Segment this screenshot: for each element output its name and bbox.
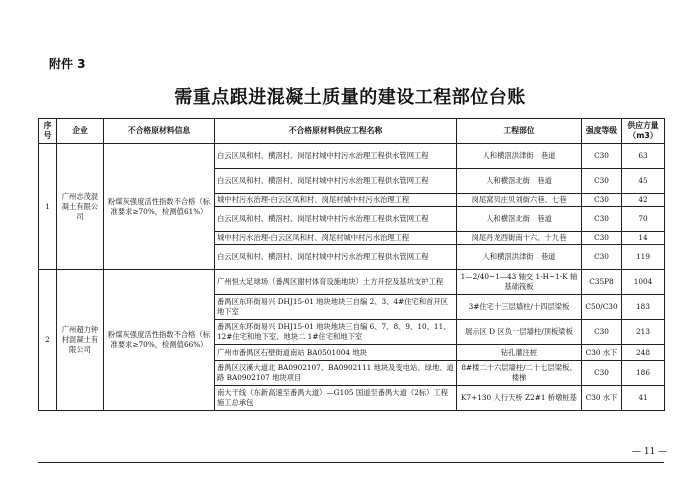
header-company: 企业 [57, 119, 104, 144]
header-volume: 供应方量（m3） [622, 119, 665, 144]
row-part: 人和横滘北街 巷道 [457, 207, 582, 232]
row-grade: C30 水下 [582, 345, 622, 361]
group-seq: 1 [39, 144, 57, 270]
group-company: 广州志茂混凝土有限公司 [57, 144, 104, 270]
row-part: 3#住宅十三层墙柱/十四层梁板 [457, 295, 582, 320]
row-grade: C30 [582, 320, 622, 345]
row-volume: 63 [622, 144, 665, 169]
row-project: 白云区凤和村、横滘村、岗尾村城中村污水治理工程供水管网工程 [215, 207, 457, 232]
row-volume: 183 [622, 295, 665, 320]
row-volume: 45 [622, 169, 665, 194]
row-volume: 1004 [622, 270, 665, 295]
row-volume: 186 [622, 361, 665, 386]
row-project: 城中村污水治理-白云区凤和村、岗尾村城中村污水治理工程 [215, 232, 457, 245]
row-part: 展示区 D 区负一层墙柱/顶板梁板 [457, 320, 582, 345]
row-grade: C30 [582, 207, 622, 232]
row-part: 8#楼二十六层墙柱/二十七层梁板、楼梯 [457, 361, 582, 386]
row-project: 番禺区东环街易兴 DHJ15-01 地块地块三自编 2、3、4#住宅和首开区地下室 [215, 295, 457, 320]
row-grade: C30 水下 [582, 386, 622, 411]
row-grade: C50/C30 [582, 295, 622, 320]
row-project: 广州恒大足球场（番禺区谢村体育设施地块）土方开挖及基坑支护工程 [215, 270, 457, 295]
header-grade: 强度等级 [582, 119, 622, 144]
row-grade: C30 [582, 194, 622, 207]
row-grade: C30 [582, 361, 622, 386]
row-project: 番禺区汉溪大道北 BA0902107、BA0902111 地块及变电站、绿地、道路 BA0902107 地块项目 [215, 361, 457, 386]
row-part: 人和横滘洪津街 巷道 [457, 245, 582, 270]
header-part: 工程部位 [457, 119, 582, 144]
header-seq: 序号 [39, 119, 57, 144]
row-volume: 213 [622, 320, 665, 345]
header-project-name: 不合格原材料供应工程名称 [215, 119, 457, 144]
header-material-info: 不合格原材料信息 [104, 119, 215, 144]
group-material-info: 粉煤灰强度活性指数不合格（标准要求≥70%，检测值61%） [104, 144, 215, 270]
row-part: 人和横滘北街 巷道 [457, 169, 582, 194]
row-part: 岗尾丹龙西街南十六、十九巷 [457, 232, 582, 245]
ledger-table [38, 118, 665, 411]
row-volume: 248 [622, 345, 665, 361]
row-grade: C35P8 [582, 270, 622, 295]
attachment-label: 附件 3 [49, 57, 86, 71]
footer-rule [38, 462, 664, 463]
row-part: 钻孔灌注桩 [457, 345, 582, 361]
row-volume: 119 [622, 245, 665, 270]
row-project: 白云区凤和村、横滘村、岗尾村城中村污水治理工程供水管网工程 [215, 144, 457, 169]
row-grade: C30 [582, 144, 622, 169]
table-row [39, 270, 665, 295]
row-part: 岗尾窝贝庄贝刘街六巷、七巷 [457, 194, 582, 207]
table-header-row [39, 119, 665, 144]
row-part: 人和横滘洪津街 巷道 [457, 144, 582, 169]
row-volume: 41 [622, 386, 665, 411]
page-title: 需重点跟进混凝土质量的建设工程部位台账 [174, 87, 526, 108]
row-part: 1—2/40~1—43 轴交 1-H~1-K 轴基础筏板 [457, 270, 582, 295]
row-project: 番禺区东环街易兴 DHJ15-01 地块地块三自编 6、7、8、9、10、11、12#住宅和地下室、地块二 1#住宅和地下室 [215, 320, 457, 345]
row-part: K7+130 人行天桥 Z2#1 桥墩桩基 [457, 386, 582, 411]
row-project: 白云区凤和村、横滘村、岗尾村城中村污水治理工程供水管网工程 [215, 169, 457, 194]
row-grade: C30 [582, 169, 622, 194]
page-number: — 11 — [632, 447, 668, 457]
row-volume: 42 [622, 194, 665, 207]
group-material-info: 粉煤灰强度活性指数不合格（标准要求≥70%，检测值66%） [104, 270, 215, 411]
row-grade: C30 [582, 245, 622, 270]
row-project: 白云区凤和村、横滘村、岗尾村城中村污水治理工程供水管网工程 [215, 245, 457, 270]
row-project: 广州市番禺区石壁街道南站 BA0501004 地块 [215, 345, 457, 361]
group-company: 广州超力钟村混凝土有限公司 [57, 270, 104, 411]
row-project: 南大干线（东新高速至番禺大道）—G105 国道至番禺大道（2标）工程施工总承包 [215, 386, 457, 411]
row-project: 城中村污水治理-白云区凤和村、岗尾村城中村污水治理工程 [215, 194, 457, 207]
table-row [39, 144, 665, 169]
row-volume: 70 [622, 207, 665, 232]
row-grade: C30 [582, 232, 622, 245]
row-volume: 14 [622, 232, 665, 245]
group-seq: 2 [39, 270, 57, 411]
